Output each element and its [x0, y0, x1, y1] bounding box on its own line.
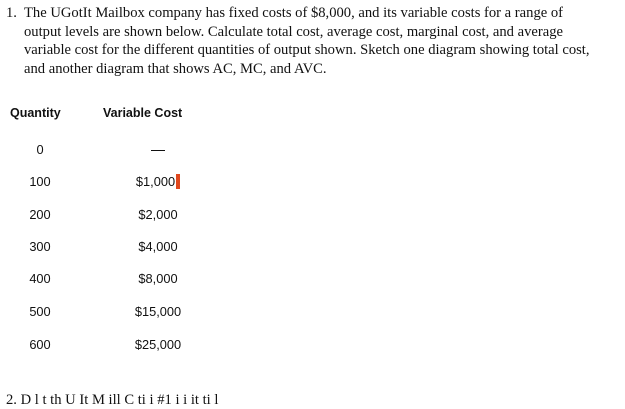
quantity-cell: 600 [29, 337, 51, 352]
quantity-header: Quantity [10, 106, 61, 120]
question-text-line: output levels are shown below. Calculate total cost, average cost, marginal cost, and average [24, 23, 563, 40]
question-text-line: variable cost for the different quantities of output shown. Sketch one diagram showing total cost, [24, 42, 590, 58]
quantity-cell: 400 [29, 271, 51, 286]
variable-cost-cell: $25,000 [134, 337, 182, 352]
variable-cost-cell: $15,000 [134, 304, 182, 319]
variable-cost-cell [108, 142, 208, 157]
question-line-1 [6, 4, 622, 23]
quantity-cell: 100 [29, 174, 51, 189]
variable-cost-cell: $2,000 [138, 207, 178, 222]
variable-cost-header: Variable Cost [103, 106, 183, 120]
question-text-line: The UGotIt Mailbox company has fixed costs of $8,000, and its variable costs for a range of [24, 5, 564, 21]
dash-mark [151, 150, 165, 152]
quantity-cell: 300 [29, 239, 51, 254]
quantity-cell: 0 [36, 142, 44, 157]
variable-cost-cell: $4,000 [138, 239, 178, 254]
quantity-cell: 500 [29, 304, 51, 319]
next-question-cutoff: 2. D l t th U It M ill C ti i #1 i i it ti l [6, 392, 219, 408]
quantity-cell: 200 [29, 207, 51, 222]
variable-cost-value: $1,000 [135, 174, 176, 189]
question-text-line: and another diagram that shows AC, MC, and AVC. [24, 60, 327, 77]
question-number: 1. [6, 5, 17, 21]
variable-cost-cell [108, 174, 208, 189]
variable-cost-cell: $8,000 [138, 271, 178, 286]
text-cursor-marker [176, 174, 180, 189]
question-1 [6, 4, 622, 78]
